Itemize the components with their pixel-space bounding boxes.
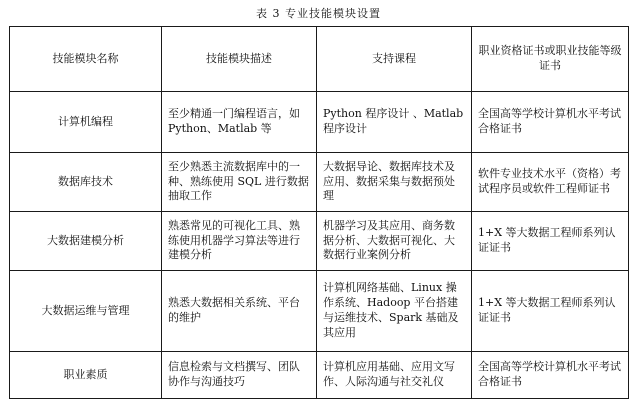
support-courses-cell: 大数据导论、数据库技术及应用、数据采集与数据预处理 bbox=[317, 153, 472, 212]
skills-module-table bbox=[9, 26, 629, 399]
module-name-cell: 大数据运维与管理 bbox=[10, 271, 162, 352]
module-name-cell: 数据库技术 bbox=[10, 153, 162, 212]
header-certificate: 职业资格证书或职业技能等级证书 bbox=[472, 27, 629, 92]
certificate-cell: 全国高等学校计算机水平考试合格证书 bbox=[472, 92, 629, 153]
module-name-cell: 计算机编程 bbox=[10, 92, 162, 153]
certificate-cell: 1+X 等大数据工程师系列认证证书 bbox=[472, 212, 629, 271]
table-row bbox=[10, 153, 629, 212]
module-description-cell: 信息检索与文档撰写、团队协作与沟通技巧 bbox=[162, 352, 317, 399]
table-row bbox=[10, 271, 629, 352]
module-description-cell: 熟悉常见的可视化工具、熟练使用机器学习算法等进行建模分析 bbox=[162, 212, 317, 271]
certificate-cell: 全国高等学校计算机水平考试合格证书 bbox=[472, 352, 629, 399]
support-courses-cell: 计算机网络基础、Linux 操作系统、Hadoop 平台搭建与运维技术、Spark 基础及其应用 bbox=[317, 271, 472, 352]
module-description-cell: 至少精通一门编程语言，如 Python、Matlab 等 bbox=[162, 92, 317, 153]
header-support-courses: 支持课程 bbox=[317, 27, 472, 92]
support-courses-cell: 机器学习及其应用、商务数据分析、大数据可视化、大数据行业案例分析 bbox=[317, 212, 472, 271]
table-row bbox=[10, 92, 629, 153]
module-name-cell: 职业素质 bbox=[10, 352, 162, 399]
certificate-cell: 1+X 等大数据工程师系列认证证书 bbox=[472, 271, 629, 352]
module-description-cell: 至少熟悉主流数据库中的一种、熟练使用 SQL 进行数据抽取工作 bbox=[162, 153, 317, 212]
table-row bbox=[10, 352, 629, 399]
certificate-cell: 软件专业技术水平（资格）考试程序员或软件工程师证书 bbox=[472, 153, 629, 212]
support-courses-cell: Python 程序设计 、Matlab 程序设计 bbox=[317, 92, 472, 153]
table-caption: 表 3 专业技能模块设置 bbox=[256, 7, 381, 20]
module-description-cell: 熟悉大数据相关系统、平台的维护 bbox=[162, 271, 317, 352]
support-courses-cell: 计算机应用基础、应用文写作、人际沟通与社交礼仪 bbox=[317, 352, 472, 399]
header-module-description: 技能模块描述 bbox=[162, 27, 317, 92]
table-header-row bbox=[10, 27, 629, 92]
table-row bbox=[10, 212, 629, 271]
header-module-name: 技能模块名称 bbox=[10, 27, 162, 92]
module-name-cell: 大数据建模分析 bbox=[10, 212, 162, 271]
